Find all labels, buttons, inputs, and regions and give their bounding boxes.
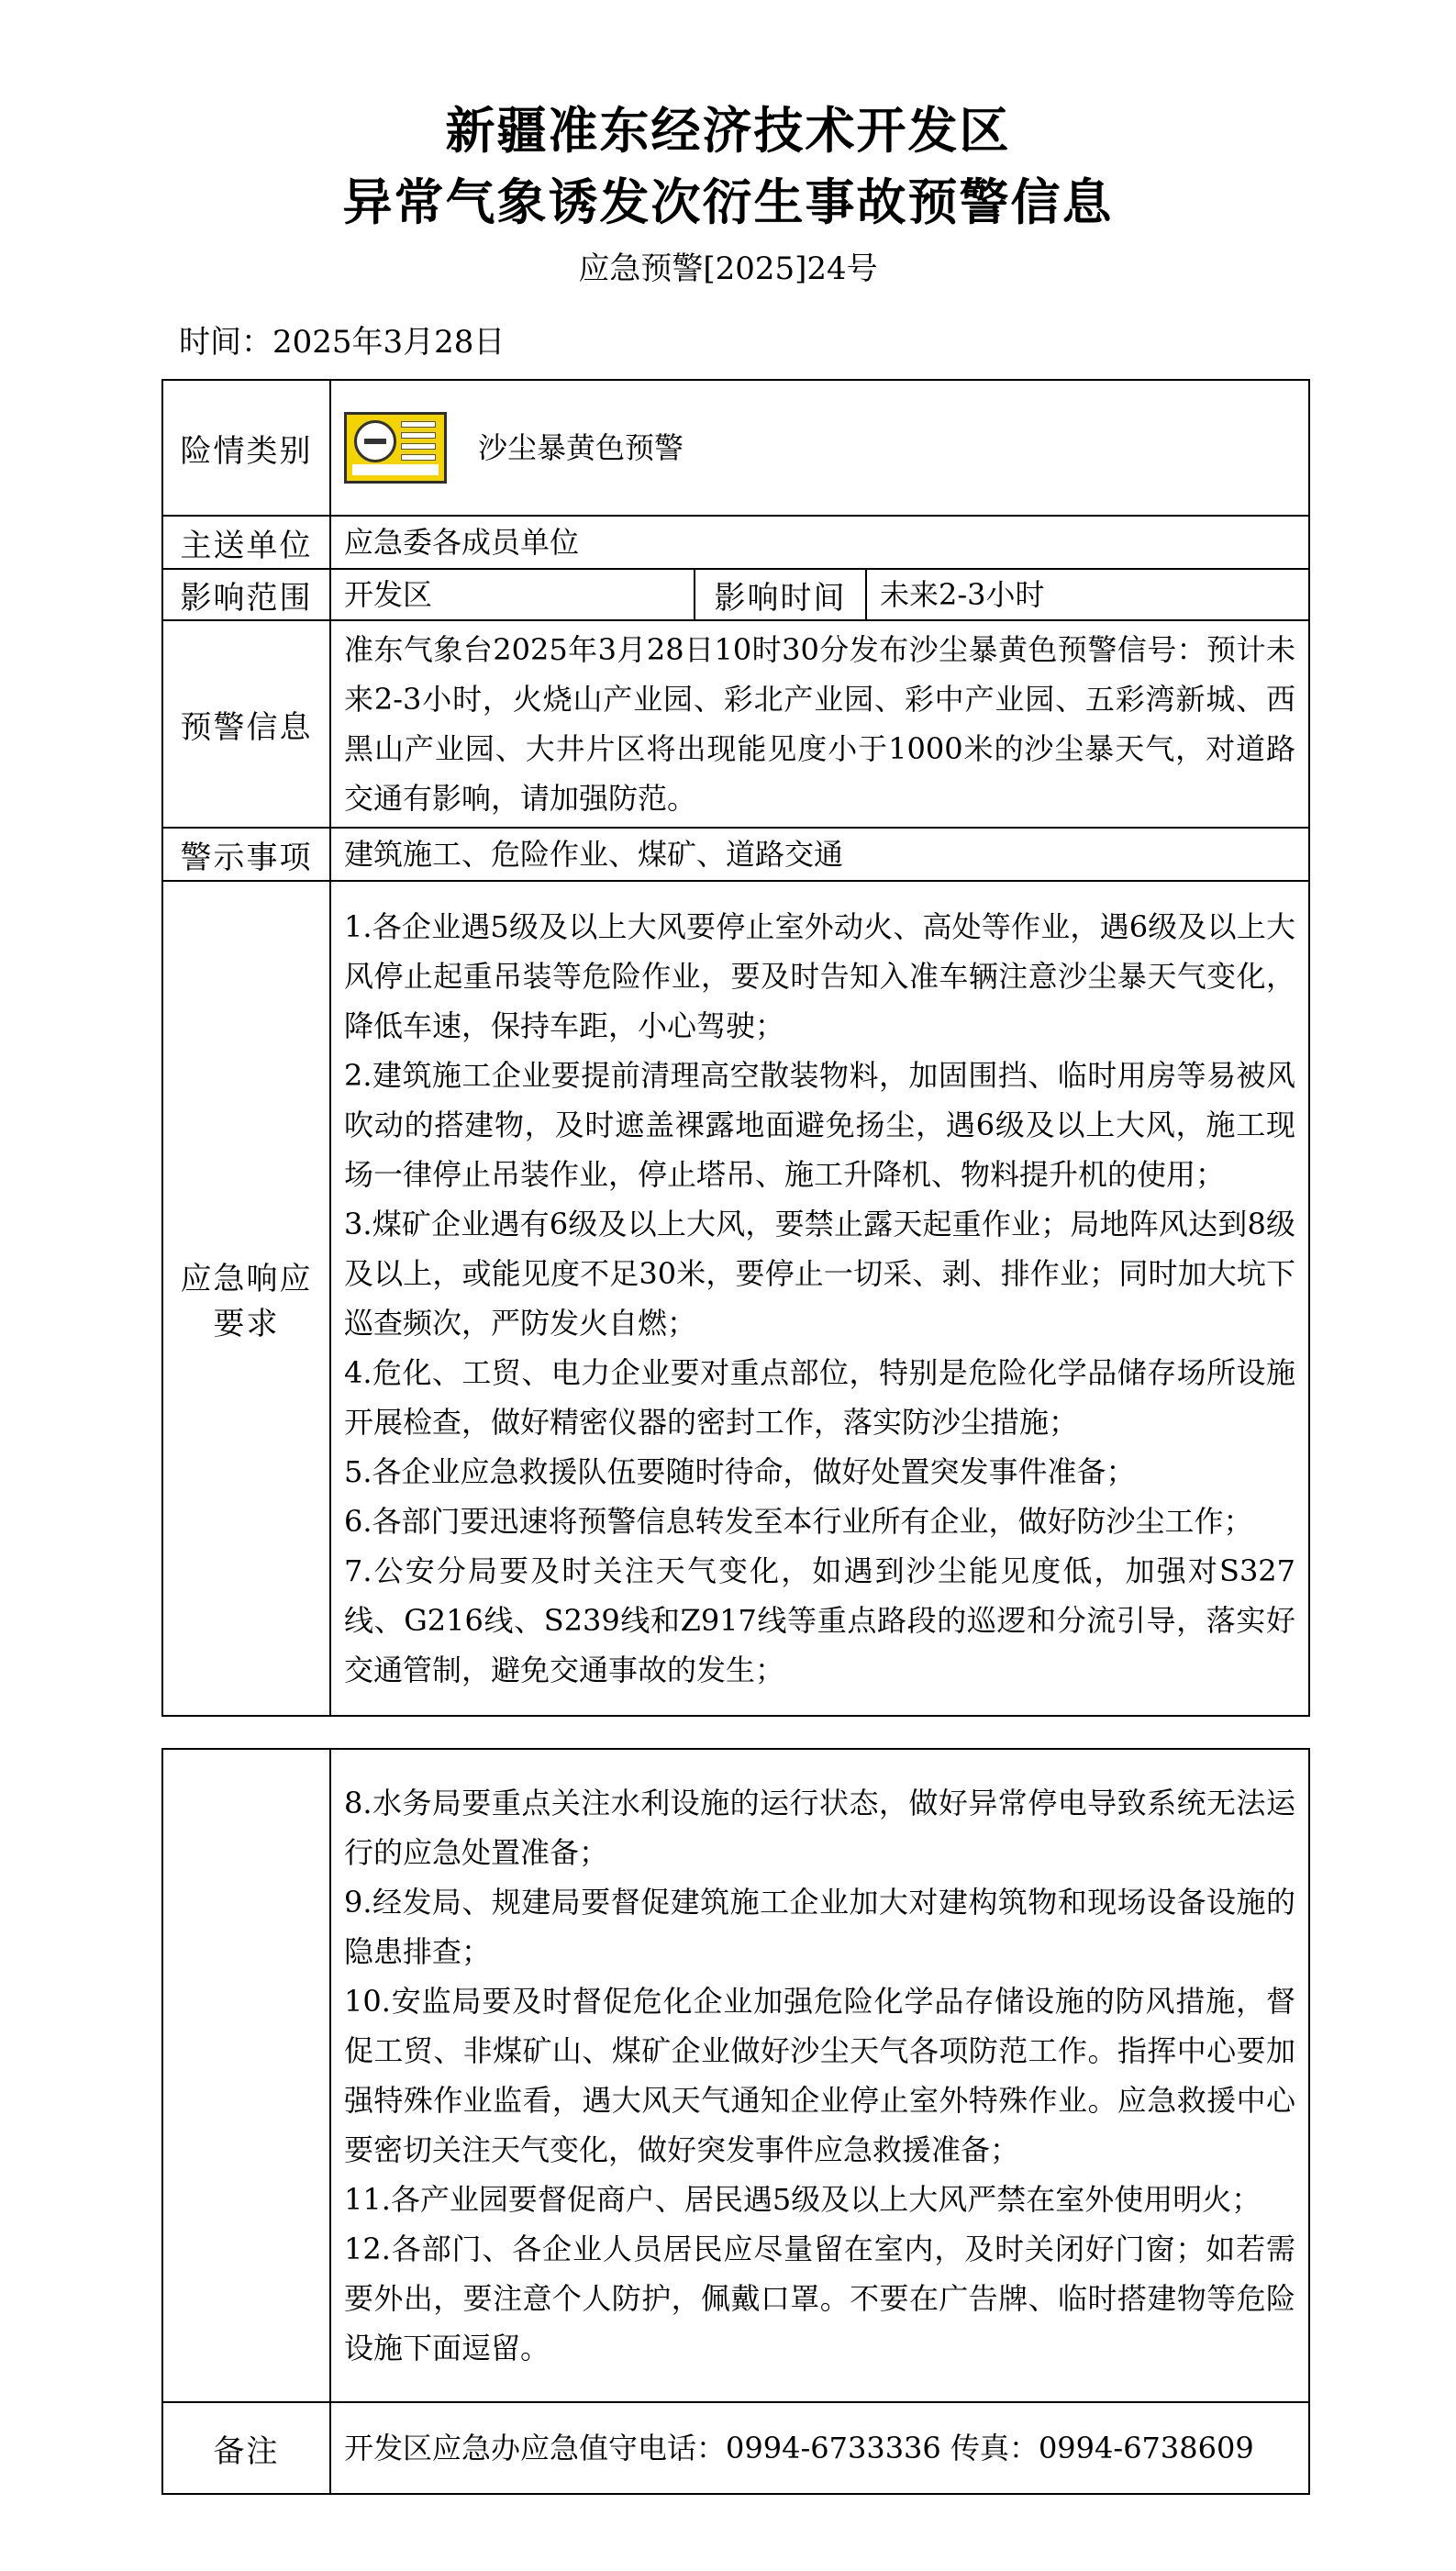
category-label: 险情类别 [162,380,330,516]
time-label: 影响时间 [695,569,866,620]
list-item: 8.水务局要重点关注水利设施的运行状态，做好异常停电导致系统无法运行的应急处置准备； [344,1786,1295,1870]
row-response-continued [162,1749,1309,2402]
row-warning [162,620,1309,828]
issue-date: 时间：2025年3月28日 [179,324,506,361]
row-recipients [162,516,1309,569]
list-item: 11.各产业园要督促商户、居民遇5级及以上大风严禁在室外使用明火； [344,2182,1261,2217]
time-value: 未来2-3小时 [866,569,1309,620]
list-item: 12.各部门、各企业人员居民应尽量留在室内，及时关闭好门窗；如若需要外出，要注意个人防护，佩戴口罩。不要在广告牌、临时搭建物等危险设施下面逗留。 [344,2232,1295,2365]
row-alerts [162,828,1309,881]
warning-cell [330,620,1309,828]
list-item: 7.公安分局要及时关注天气变化，如遇到沙尘能见度低，加强对S327线、G216线、S239线和Z917线等重点路段的巡逻和分流引导，落实好交通管制，避免交通事故的发生； [344,1553,1296,1687]
remarks-label: 备注 [162,2402,330,2494]
response-label-line1: 应急响应 [180,1261,313,1297]
response-cell [330,881,1309,1716]
response-label-line2: 要求 [213,1306,280,1342]
list-item: 4.危化、工贸、电力企业要对重点部位，特别是危险化学品储存场所设施开展检查，做好精密仪器的密封工作，落实防沙尘措施； [344,1355,1296,1440]
response-label-blank [162,1749,330,2402]
category-value: 沙尘暴黄色预警 [478,430,684,465]
sandstorm-yellow-warning-icon [344,412,447,484]
scope-value: 开发区 [330,569,695,620]
list-item: 5.各企业应急救援队伍要随时待命，做好处置突发事件准备； [344,1454,1136,1489]
response-cell-continued [330,1749,1309,2402]
list-item: 3.煤矿企业遇有6级及以上大风，要禁止露天起重作业；局地阵风达到8级及以上，或能见度不足30米，要停止一切采、剥、排作业；同时加大坑下巡查频次，严防发火自燃； [344,1207,1296,1341]
list-item: 9.经发局、规建局要督促建筑施工企业加大对建构筑物和现场设备设施的隐患排查； [344,1885,1295,1969]
list-item: 1.各企业遇5级及以上大风要停止室外动火、高处等作业，遇6级及以上大风停止起重吊装等危险作业，要及时告知入准车辆注意沙尘暴天气变化，降低车速，保持车距，小心驾驶； [344,909,1296,1043]
row-response [162,881,1309,1716]
row-scope [162,569,1309,620]
recipients-value: 应急委各成员单位 [330,516,1309,569]
response-label [162,881,330,1716]
row-category [162,380,1309,516]
alerts-label: 警示事项 [162,828,330,881]
alerts-value: 建筑施工、危险作业、煤矿、道路交通 [330,828,1309,881]
list-item: 10.安监局要及时督促危化企业加强危险化学品存储设施的防风措施，督促工贸、非煤矿山、煤矿企业做好沙尘天气各项防范工作。指挥中心要加强特殊作业监看，遇大风天气通知企业停止室外特殊作业。应急救援中心要密切关注天气变化，做好突发事件应急救援准备； [344,1984,1295,2167]
remarks-value: 开发区应急办应急值守电话：0994-6733336 传真：0994-6738609 [330,2402,1309,2494]
document-title-line1: 新疆准东经济技术开发区 [445,102,1011,160]
warning-text: 准东气象台2025年3月28日10时30分发布沙尘暴黄色预警信号：预计未来2-3小时，火烧山产业园、彩北产业园、彩中产业园、五彩湾新城、西黑山产业园、大井片区将出现能见度小于1000米的沙尘暴天气，对道路交通有影响，请加强防范。 [344,632,1296,816]
row-remarks [162,2402,1309,2494]
warning-info-table [161,379,1310,1717]
recipients-label: 主送单位 [162,516,330,569]
list-item: 2.建筑施工企业要提前清理高空散装物料，加固围挡、临时用房等易被风吹动的搭建物，及时遮盖裸露地面避免扬尘，遇6级及以上大风，施工现场一律停止吊装作业，停止塔吊、施工升降机、物料提升机的使用； [344,1058,1296,1192]
warning-info-table-continued [161,1748,1310,2495]
document-title-line2: 异常气象诱发次衍生事故预警信息 [342,173,1114,231]
list-item: 6.各部门要迅速将预警信息转发至本行业所有企业，做好防沙尘工作； [344,1504,1253,1539]
warning-label: 预警信息 [162,620,330,828]
scope-label: 影响范围 [162,569,330,620]
category-cell [330,380,1309,516]
document-number: 应急预警[2025]24号 [578,250,878,287]
